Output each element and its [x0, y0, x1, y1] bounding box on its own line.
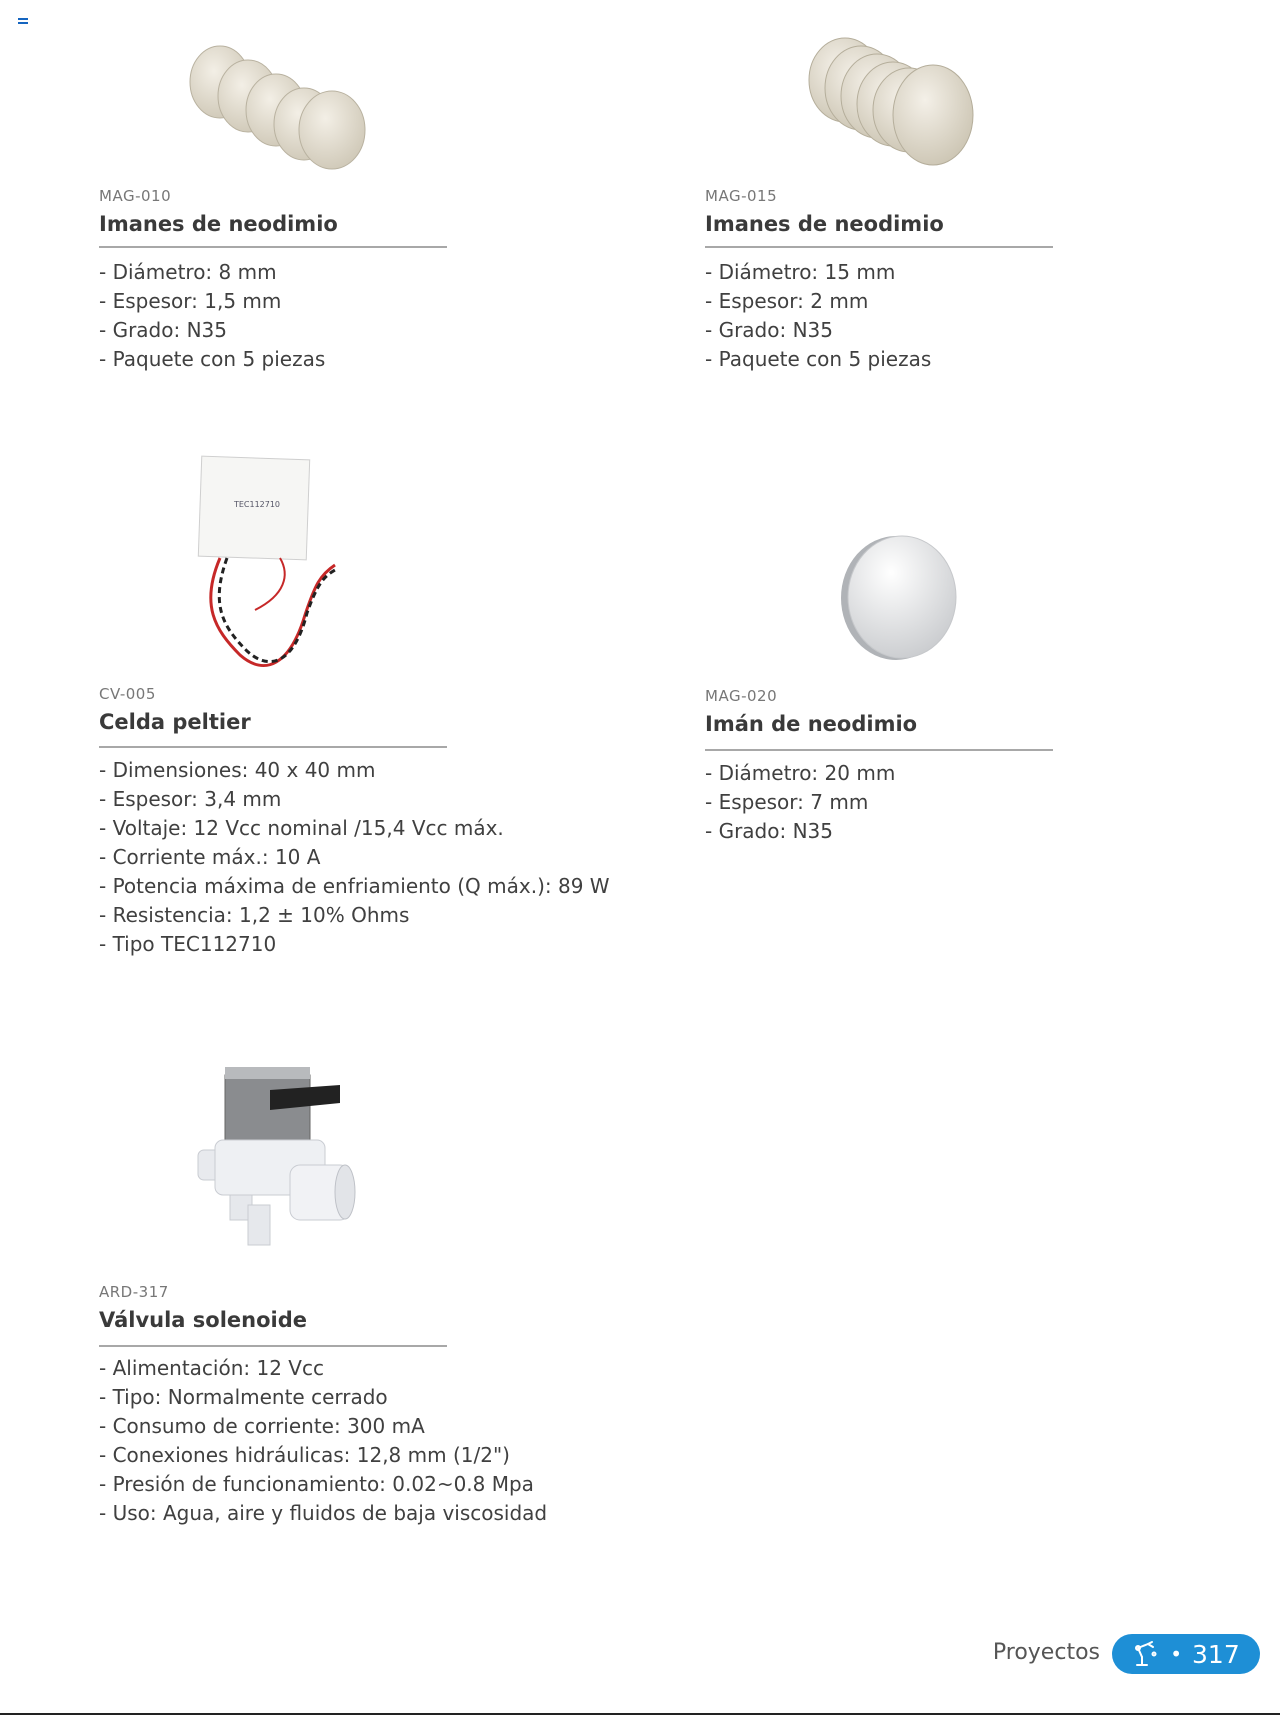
title-divider	[705, 246, 1053, 248]
spec-item: - Corriente máx.: 10 A	[99, 845, 321, 869]
product-code: ARD-317	[99, 1283, 169, 1301]
title-divider	[705, 749, 1053, 751]
spec-item: - Diámetro: 8 mm	[99, 260, 277, 284]
spec-item: - Grado: N35	[705, 819, 833, 843]
robot-arm-icon	[1132, 1640, 1160, 1668]
spec-list	[99, 1354, 547, 1528]
page-badge	[1112, 1634, 1260, 1674]
title-divider	[99, 246, 447, 248]
peltier-label: TEC112710	[233, 500, 281, 509]
spec-list	[99, 756, 610, 959]
spec-item: - Consumo de corriente: 300 mA	[99, 1414, 425, 1438]
product-title: Imanes de neodimio	[705, 212, 944, 236]
spec-item: - Uso: Agua, aire y fluidos de baja viscosidad	[99, 1501, 548, 1525]
spec-item: - Espesor: 3,4 mm	[99, 787, 282, 811]
spec-item: - Dimensiones: 40 x 40 mm	[99, 758, 376, 782]
badge-separator: •	[1170, 1642, 1183, 1666]
spec-item: - Presión de funcionamiento: 0.02~0.8 Mpa	[99, 1472, 534, 1496]
product-title: Imanes de neodimio	[99, 212, 338, 236]
spec-item: - Conexiones hidráulicas: 12,8 mm (1/2")	[99, 1443, 510, 1467]
spec-item: - Espesor: 2 mm	[705, 289, 869, 313]
product-code: MAG-020	[705, 687, 778, 705]
menu-icon[interactable]	[18, 18, 28, 26]
spec-item: - Diámetro: 15 mm	[705, 260, 896, 284]
solenoid-valve-image	[190, 1055, 365, 1255]
spec-item: - Voltaje: 12 Vcc nominal /15,4 Vcc máx.	[99, 816, 504, 840]
product-code: CV-005	[99, 685, 156, 703]
magnets-15mm-image	[795, 25, 980, 180]
spec-item: - Grado: N35	[99, 318, 227, 342]
spec-item: - Espesor: 7 mm	[705, 790, 869, 814]
spec-item: - Grado: N35	[705, 318, 833, 342]
peltier-cell-image	[195, 455, 370, 690]
product-code: MAG-015	[705, 187, 778, 205]
product-code: MAG-010	[99, 187, 172, 205]
spec-item: - Tipo TEC112710	[99, 932, 277, 956]
spec-item: - Resistencia: 1,2 ± 10% Ohms	[99, 903, 410, 927]
product-title: Válvula solenoide	[99, 1308, 308, 1332]
spec-list	[705, 258, 931, 374]
title-divider	[99, 1345, 447, 1347]
spec-list	[705, 759, 895, 846]
spec-item: - Alimentación: 12 Vcc	[99, 1356, 324, 1380]
spec-item: - Paquete con 5 piezas	[99, 347, 326, 371]
spec-item: - Espesor: 1,5 mm	[99, 289, 282, 313]
spec-item: - Potencia máxima de enfriamiento (Q máx.): 89 W	[99, 874, 610, 898]
magnet-20mm-image	[838, 533, 963, 663]
product-title: Imán de neodimio	[705, 712, 918, 736]
section-label: Proyectos	[992, 1640, 1100, 1665]
page-number: 317	[1192, 1639, 1240, 1669]
spec-item: - Diámetro: 20 mm	[705, 761, 896, 785]
spec-list	[99, 258, 325, 374]
product-title: Celda peltier	[99, 710, 251, 734]
spec-item: - Tipo: Normalmente cerrado	[99, 1385, 388, 1409]
spec-item: - Paquete con 5 piezas	[705, 347, 932, 371]
magnets-8mm-image	[180, 30, 380, 180]
title-divider	[99, 746, 447, 748]
bottom-border	[0, 1713, 1280, 1715]
